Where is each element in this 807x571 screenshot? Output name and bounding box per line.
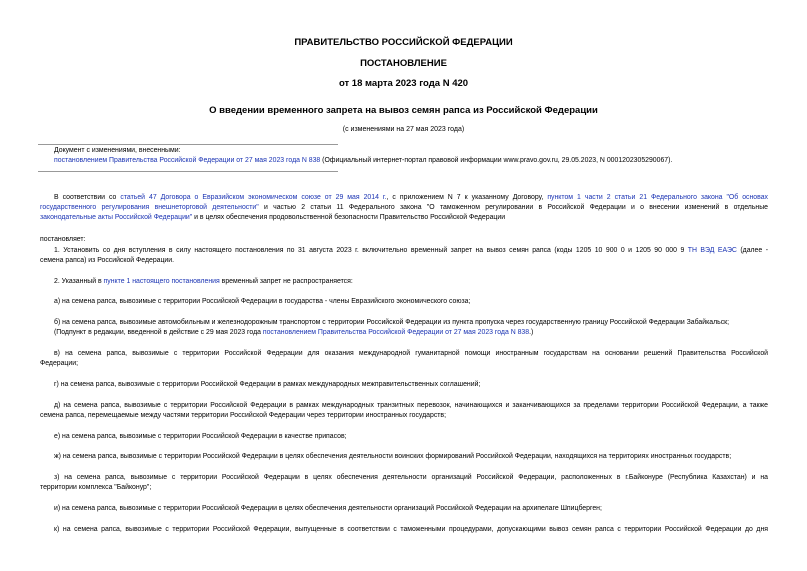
item-z-line-1: з) на семена рапса, вывозимые с территории Российской Федерации в целях обеспечения деятельности организаций Российской Федерации, расположенных в г.Байконуре (Республика Казахстан) и на: [54, 474, 768, 481]
bottom-rule: [38, 171, 338, 172]
item-i: и) на семена рапса, вывозимые с территории Российской Федерации в целях обеспечения деятельности организаций Российской Федерации на архипелаге Шпицберген;: [54, 505, 602, 512]
item-d-line-2: семена рапса, перемещаемые между частями территории Российской Федерации через территории иностранных государств;: [40, 412, 447, 419]
item-v-line-2: Федерации;: [40, 360, 78, 367]
federal-law-link[interactable]: пунктом 1 части 2 статьи 21 Федерального закона "Об основах: [547, 194, 768, 201]
treaty-article-link[interactable]: статьей 47 Договора о Евразийском экономическом союзе от 29 мая 2014 г.: [120, 194, 387, 201]
paragraph-1-line-1: 1. Установить со дня вступления в силу настоящего постановления по 31 августа 2023 г. включительно временный запрет на вывоз семян рапса (коды 1205 10 900 0 и 1205 90 000 9 ТН ВЭД ЕАЭС (далее -: [54, 247, 768, 254]
point-1-link[interactable]: пункте 1 настоящего постановления: [103, 278, 220, 285]
preamble-line-1: В соответствии со статьей 47 Договора о Евразийском экономическом союзе от 29 мая 2014 г., с приложением N 7 к указанному Договору, пунктом 1 части 2 статьи 21 Федерального закона "Об основах: [54, 194, 768, 201]
item-zh: ж) на семена рапса, вывозимые с территории Российской Федерации в целях обеспечения деятельности воинских формирований Российской Федерации, находящихся на территориях иностранных государств;: [54, 453, 732, 460]
item-b-amendment-link[interactable]: постановлением Правительства Российской Федерации от 27 мая 2023 года N 838: [262, 329, 530, 336]
date-number-heading: от 18 марта 2023 года N 420: [338, 78, 469, 89]
tn-ved-link[interactable]: ТН ВЭД ЕАЭС: [687, 247, 737, 254]
amendments-line: [54, 156, 672, 166]
amendment-link[interactable]: постановлением Правительства Российской Федерации от 27 мая 2023 года N 838: [54, 157, 321, 164]
legislative-acts-link[interactable]: законодательные акты Российской Федерации": [40, 214, 193, 221]
document-type-heading: ПОСТАНОВЛЕНИЕ: [360, 58, 447, 69]
item-b: б) на семена рапса, вывозимые автомобильным и железнодорожным транспортом с территории Российской Федерации из пункта пропуска через государственную границу Российской Федерации Забайкальск;: [54, 319, 730, 326]
document-title: О введении временного запрета на вывоз семян рапса из Российской Федерации: [209, 105, 598, 116]
paragraph-2: 2. Указанный в пункте 1 настоящего постановления временный запрет не распространяется:: [54, 278, 353, 285]
item-e: е) на семена рапса, вывозимые с территории Российской Федерации в качестве припасов;: [54, 433, 347, 440]
preamble-line-2: государственного регулирования внешнеторговой деятельности" и частью 2 статьи 11 Федерального закона "О таможенном регулировании в Российской Федерации и о внесении изменений в отдельные: [40, 204, 768, 211]
government-heading: ПРАВИТЕЛЬСТВО РОССИЙСКОЙ ФЕДЕРАЦИИ: [294, 37, 513, 48]
item-d-line-1: д) на семена рапса, вывозимые с территории Российской Федерации в рамках международных транзитных перевозок, начинающихся и заканчивающихся за пределами территории Российской Федерации, а также: [54, 402, 768, 409]
paragraph-1-line-2: семена рапса) из Российской Федерации.: [40, 257, 175, 264]
item-k-line-1: к) на семена рапса, вывозимые с территории Российской Федерации, выпущенные в соответствии с таможенными процедурами, допускающими вывоз семян рапса с территории Российской Федерации до дня: [54, 526, 768, 533]
item-b-note: (Подпункт в редакции, введенной в действие с 29 мая 2023 года постановлением Правительства Российской Федерации от 27 мая 2023 года N 838.): [54, 329, 534, 336]
amendment-date-note: (с изменениями на 27 мая 2023 года): [342, 126, 465, 133]
item-g: г) на семена рапса, вывозимые с территории Российской Федерации в рамках международных межправительственных соглашений;: [54, 381, 481, 388]
amendments-label: Документ с изменениями, внесенными:: [54, 147, 181, 154]
federal-law-link-cont[interactable]: государственного регулирования внешнеторговой деятельности": [40, 204, 259, 211]
amendment-source: (Официальный интернет-портал правовой информации www.pravo.gov.ru, 29.05.2023, N 0001202305290067).: [320, 157, 673, 164]
top-rule: [38, 144, 338, 145]
preamble-line-3: законодательные акты Российской Федерации" и в целях обеспечения продовольственной безопасности Правительство Российской Федерации: [40, 214, 506, 221]
item-z-line-2: территории комплекса "Байконур";: [40, 484, 152, 491]
item-a: а) на семена рапса, вывозимые с территории Российской Федерации в государства - члены Евразийского экономического союза;: [54, 298, 471, 305]
decree-word: постановляет:: [40, 236, 86, 243]
item-v-line-1: в) на семена рапса, вывозимые с территории Российской Федерации для оказания международной гуманитарной помощи иностранным государствам на основании решений Правительства Российской: [54, 350, 768, 357]
